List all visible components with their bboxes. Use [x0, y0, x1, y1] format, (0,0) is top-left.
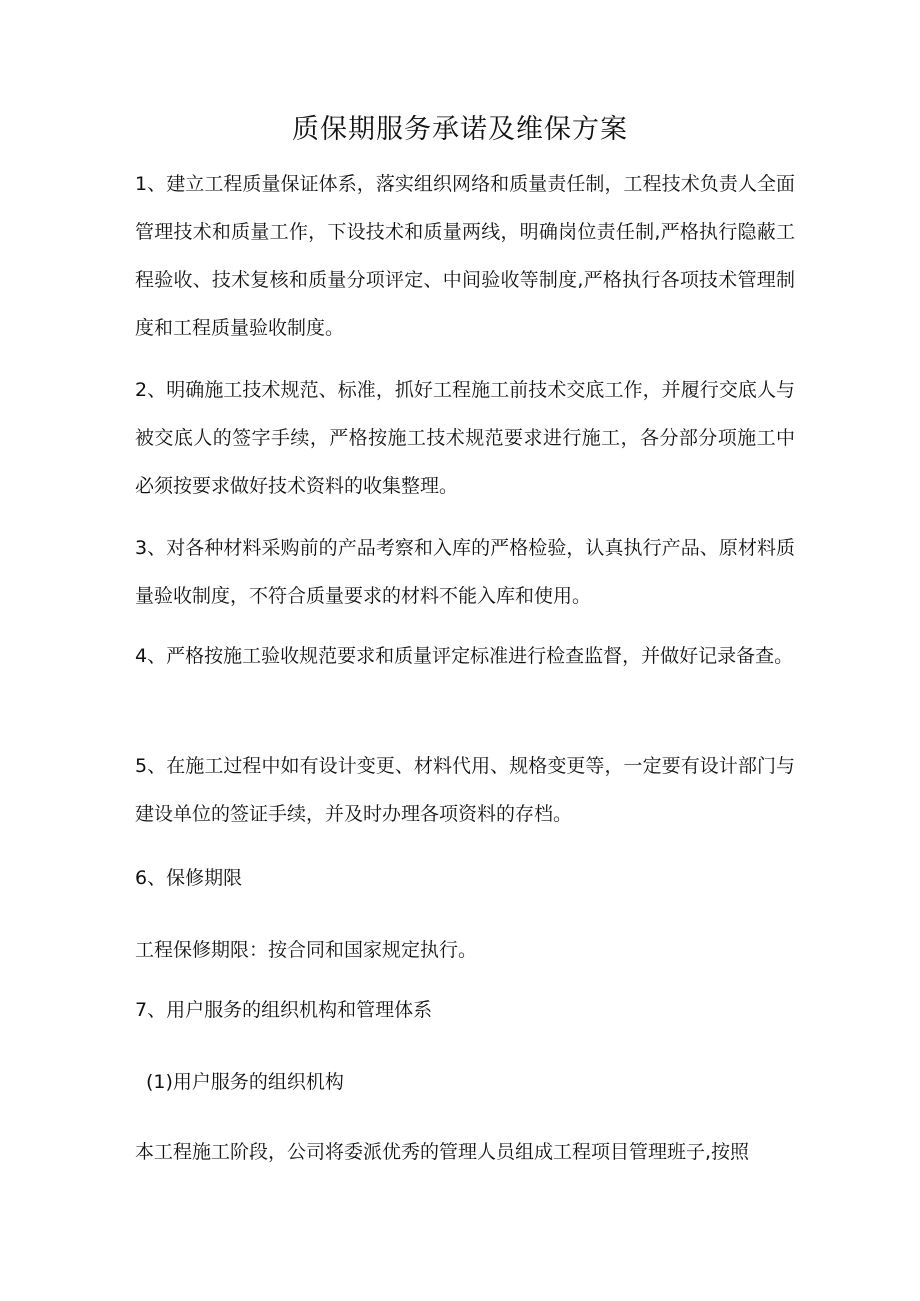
paragraph-2: 2、明确施工技术规范、标准，抓好工程施工前技术交底工作，并履行交底人与被交底人的签字手续，严格按施工技术规范要求进行施工，各分部分项施工中必须按要求做好技术资料的收集整理。 — [135, 379, 795, 497]
paragraph-6-heading: 6、保修期限 — [135, 867, 243, 889]
paragraph-warranty-period: 工程保修期限：按合同和国家规定执行。 — [135, 939, 478, 961]
paragraph-4: 4、严格按施工验收规范要求和质量评定标准进行检查监督，并做好记录备查。 — [135, 645, 794, 667]
document-title: 质保期服务承诺及维保方案 — [292, 114, 628, 145]
paragraph-3: 3、对各种材料采购前的产品考察和入库的严格检验，认真执行产品、原材料质量验收制度，不符合质量要求的材料不能入库和使用。 — [135, 537, 795, 607]
paragraph-8: 本工程施工阶段，公司将委派优秀的管理人员组成工程项目管理班子,按照 — [135, 1141, 750, 1163]
paragraph-7-heading: 7、用户服务的组织机构和管理体系 — [135, 999, 433, 1021]
paragraph-1: 1、建立工程质量保证体系，落实组织网络和质量责任制，工程技术负责人全面管理技术和质量工作，下设技术和质量两线，明确岗位责任制,严格执行隐蔽工程验收、技术复核和质量分项评定、中间验收等制度,严格执行各项技术管理制度和工程质量验收制度。 — [135, 173, 795, 339]
paragraph-7-1-heading: (1)用户服务的组织机构 — [146, 1071, 344, 1093]
paragraph-5: 5、在施工过程中如有设计变更、材料代用、规格变更等，一定要有设计部门与建设单位的签证手续，并及时办理各项资料的存档。 — [135, 755, 795, 825]
